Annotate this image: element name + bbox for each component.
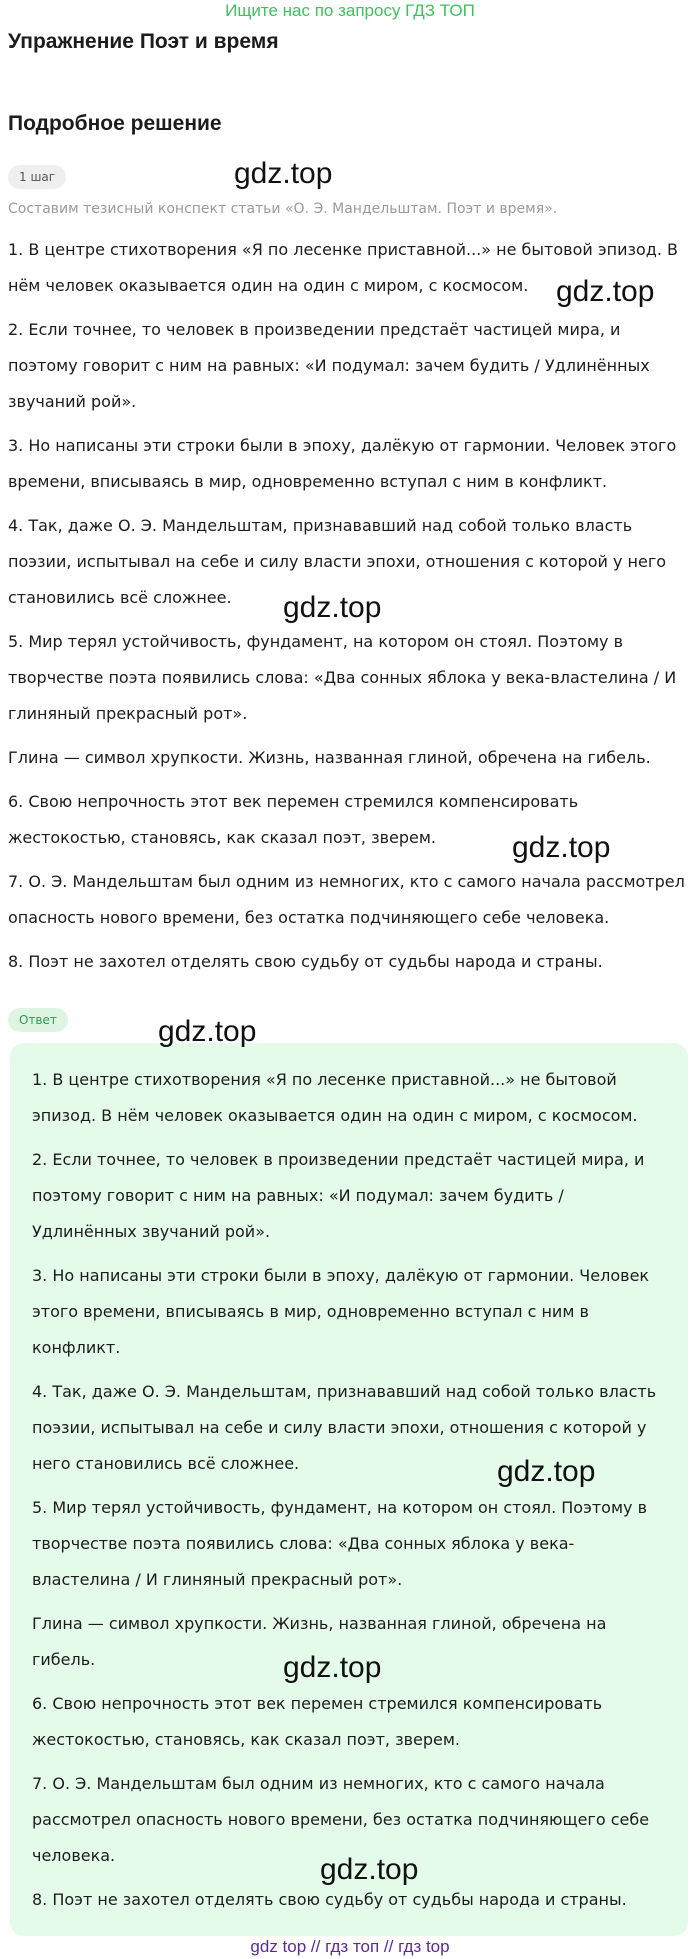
solution-step: 7. О. Э. Мандельштам был одним из немногих, кто с самого начала рассмотрел опасность нового времени, без остатка подчиняющего себе человека. — [8, 872, 685, 927]
answer-item: 3. Но написаны эти строки были в эпоху, далёкую от гармонии. Человек этого времени, вписываясь в мир, одновременно вступал с ним в конфликт. — [32, 1266, 650, 1357]
solution-title: Подробное решение — [8, 112, 222, 135]
step-badge: 1 шаг — [8, 165, 66, 189]
solution-step: 3. Но написаны эти строки были в эпоху, далёкую от гармонии. Человек этого времени, вписываясь в мир, одновременно вступал с ним в конфликт. — [8, 436, 677, 491]
answer-box — [10, 1043, 688, 1936]
solution-step: 5. Мир терял устойчивость, фундамент, на котором он стоял. Поэтому в творчестве поэта появились слова: «Два сонных яблока у века-властелина / И глиняный прекрасный рот». — [8, 632, 677, 723]
footer-links: gdz top // гдз топ // гдз top — [250, 1937, 450, 1956]
solution-step: Глина — символ хрупкости. Жизнь, названная глиной, обречена на гибель. — [8, 748, 651, 767]
answer-item: 8. Поэт не захотел отделять свою судьбу от судьбы народа и страны. — [32, 1890, 627, 1909]
solution-step: 8. Поэт не захотел отделять свою судьбу от судьбы народа и страны. — [8, 952, 603, 971]
solution-step: 1. В центре стихотворения «Я по лесенке приставной...» не бытовой эпизод. В нём человек оказывается один на один с миром, с космосом. — [8, 240, 678, 295]
watermark: gdz.top — [512, 831, 611, 864]
watermark: gdz.top — [283, 591, 382, 624]
solution-step: 2. Если точнее, то человек в произведении предстаёт частицей мира, и поэтому говорит с ним на равных: «И подумал: зачем будить / Удлинённых звучаний рой». — [8, 320, 650, 411]
answer-item: 5. Мир терял устойчивость, фундамент, на котором он стоял. Поэтому в творчестве поэта появились слова: «Два сонных яблока у века-властелина / И глиняный прекрасный рот». — [32, 1498, 648, 1589]
watermark: gdz.top — [158, 1015, 257, 1048]
watermark: gdz.top — [556, 275, 655, 308]
answer-item: 6. Свою непрочность этот век перемен стремился компенсировать жестокостью, становясь, как сказал поэт, зверем. — [32, 1694, 603, 1749]
watermark: gdz.top — [234, 157, 333, 190]
answer-item: 4. Так, даже О. Э. Мандельштам, признававший над собой только власть поэзии, испытывал на себе и силу власти эпохи, отношения с которой у него становились всё сложнее. — [32, 1382, 657, 1473]
solution-step: 4. Так, даже О. Э. Мандельштам, признававший над собой только власть поэзии, испытывал на себе и силу власти эпохи, отношения с которой у него становились всё сложнее. — [8, 516, 667, 607]
watermark: gdz.top — [283, 1651, 382, 1684]
solution-intro: Составим тезисный конспект статьи «О. Э. Мандельштам. Поэт и время». — [8, 201, 558, 217]
watermark: gdz.top — [320, 1853, 419, 1886]
search-promo-banner: Ищите нас по запросу ГДЗ ТОП — [225, 1, 475, 20]
solution-step: 6. Свою непрочность этот век перемен стремился компенсировать жестокостью, становясь, как сказал поэт, зверем. — [8, 792, 579, 847]
exercise-title: Упражнение Поэт и время — [8, 30, 279, 53]
answer-item: 7. О. Э. Мандельштам был одним из немногих, кто с самого начала рассмотрел опасность нового времени, без остатка подчиняющего себе человека. — [32, 1774, 650, 1865]
answer-item: 1. В центре стихотворения «Я по лесенке приставной...» не бытовой эпизод. В нём человек оказывается один на один с миром, с космосом. — [32, 1070, 638, 1125]
answer-badge: Ответ — [8, 1008, 68, 1032]
answer-item: Глина — символ хрупкости. Жизнь, названная глиной, обречена на гибель. — [32, 1614, 607, 1669]
answer-item: 2. Если точнее, то человек в произведении предстаёт частицей мира, и поэтому говорит с ним на равных: «И подумал: зачем будить / Удлинённых звучаний рой». — [32, 1150, 645, 1241]
watermark: gdz.top — [497, 1455, 596, 1488]
